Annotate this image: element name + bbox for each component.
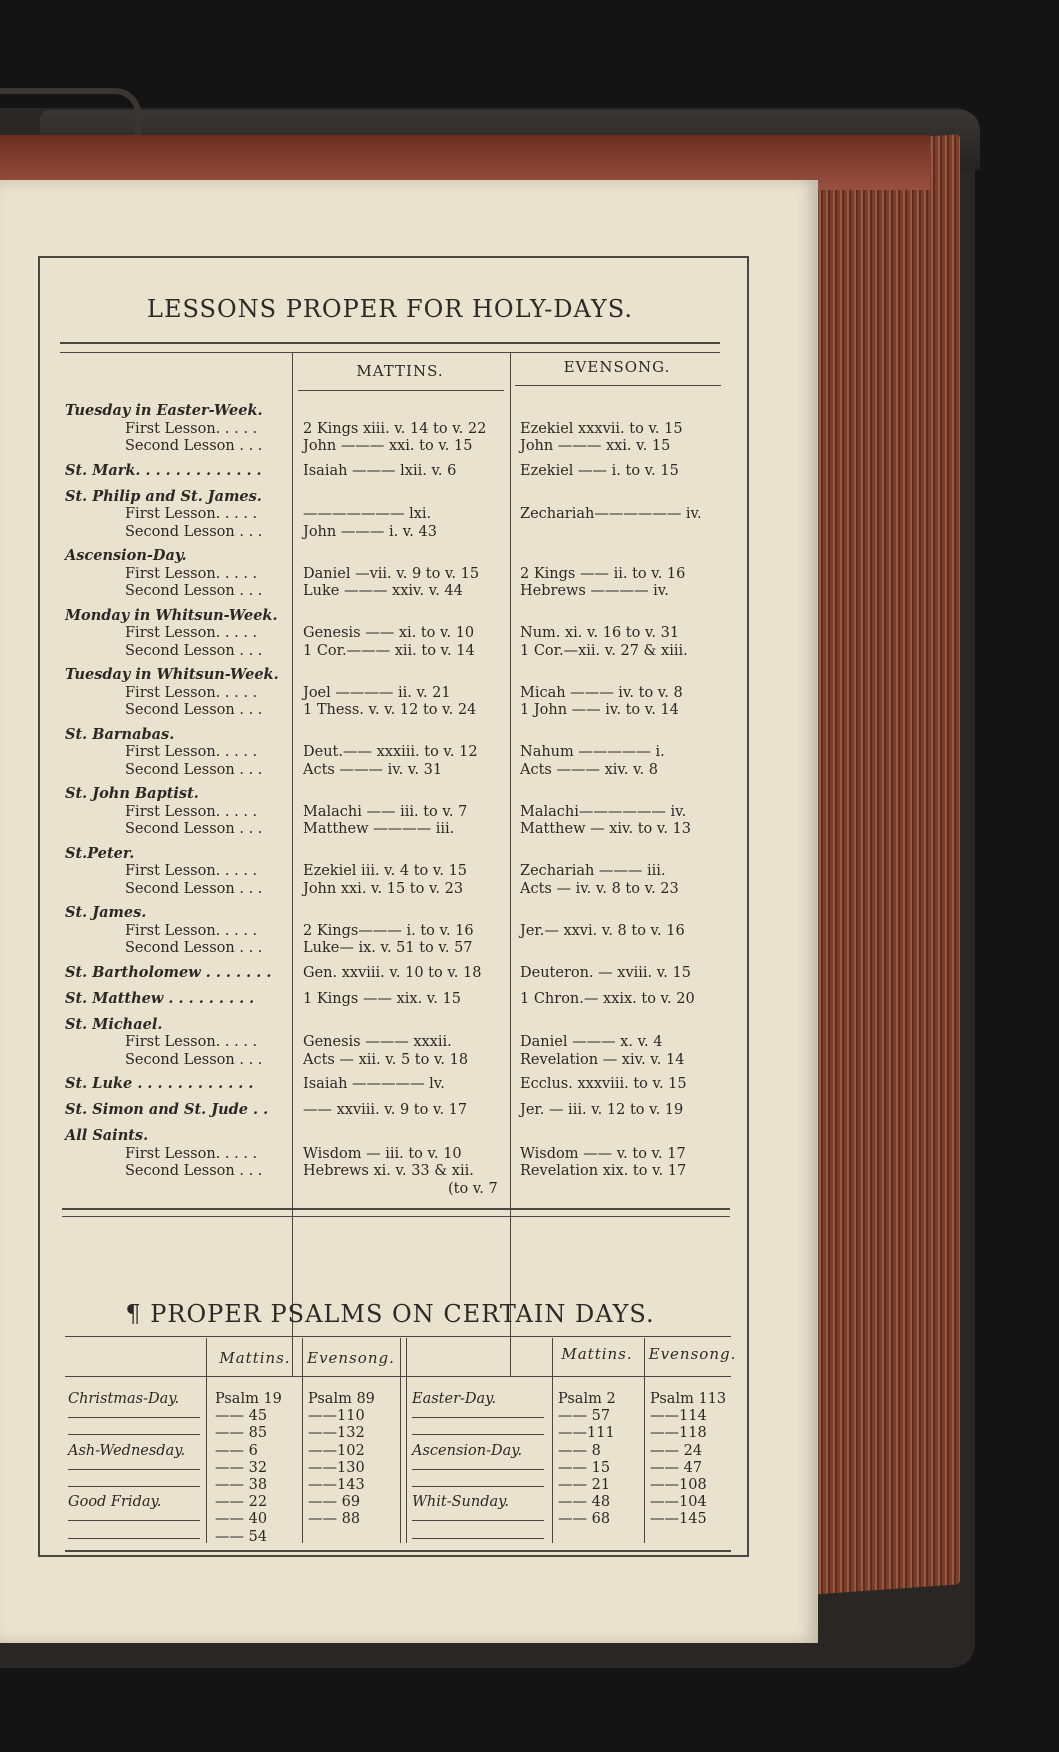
psalm-mattins: —— 45 [215, 1408, 268, 1425]
lesson-label: Second Lesson . . . [125, 583, 263, 599]
psalm-mattins: —— 6 [215, 1442, 258, 1459]
lessons-top-rule-2 [60, 352, 720, 353]
psalm-mattins: —— 8 [558, 1442, 601, 1459]
mattins-reading: 2 Kings——— i. to v. 16 [303, 922, 474, 939]
mattins-reading: ——————— lxi. [303, 506, 432, 522]
lesson-label: Second Lesson . . . [125, 438, 263, 454]
psalms-left-mattins-header: Mattins. [219, 1349, 291, 1367]
psalm-mattins: —— 40 [215, 1511, 268, 1528]
evensong-reading: Nahum ————— i. [520, 744, 665, 760]
mattins-reading: Luke— ix. v. 51 to v. 57 [303, 940, 473, 956]
lesson-label: First Lesson. . . . . [125, 744, 258, 760]
page-edges [795, 134, 960, 1596]
psalm-day: Good Friday. [68, 1494, 162, 1511]
psalm-ditto-rule [412, 1538, 544, 1539]
psalm-mattins: —— 15 [558, 1459, 611, 1476]
mattins-reading: —— xxviii. v. 9 to v. 17 [303, 1102, 468, 1118]
evensong-reading: Hebrews ———— iv. [520, 583, 669, 599]
psalm-ditto-rule [68, 1520, 200, 1521]
evensong-reading: Jer.— xxvi. v. 8 to v. 16 [520, 922, 685, 939]
lesson-label: First Lesson. . . . . [125, 1145, 258, 1162]
psalm-mattins: —— 57 [558, 1408, 611, 1425]
evensong-reading: Revelation xix. to v. 17 [520, 1163, 687, 1179]
psalm-evensong: ——118 [650, 1425, 707, 1442]
mattins-reading: Isaiah ————— lv. [303, 1076, 445, 1092]
psalms-top-rule [65, 1336, 731, 1337]
evensong-reading: 2 Kings —— ii. to v. 16 [520, 565, 686, 582]
mattins-reading: John xxi. v. 15 to v. 23 [303, 880, 464, 897]
evensong-reading: 1 Chron.— xxix. to v. 20 [520, 990, 695, 1007]
psalms-header-rule [65, 1376, 731, 1377]
lesson-label: First Lesson. . . . . [125, 922, 258, 939]
lesson-label: First Lesson. . . . . [125, 803, 258, 820]
lesson-label: First Lesson. . . . . [125, 684, 258, 701]
psalms-divider-1 [206, 1338, 207, 1543]
mattins-reading: (to v. 7 [448, 1180, 498, 1197]
psalms-title: ¶ PROPER PSALMS ON CERTAIN DAYS. [125, 1300, 655, 1328]
psalm-evensong: ——130 [308, 1459, 365, 1476]
lesson-label: First Lesson. . . . . [125, 625, 258, 641]
lessons-day: St. John Baptist. [65, 785, 199, 802]
psalm-ditto-rule [68, 1469, 200, 1470]
lessons-day: St.Peter. [65, 844, 135, 862]
mattins-reading: Genesis ——— xxxii. [303, 1034, 452, 1050]
lesson-label: First Lesson. . . . . [125, 1034, 258, 1050]
lesson-label: First Lesson. . . . . [125, 565, 258, 582]
lessons-day: St. Michael. [65, 1015, 163, 1033]
lessons-day: St. Bartholomew . . . . . . . [65, 963, 272, 981]
lessons-day: St. Barnabas. [65, 725, 175, 743]
evensong-reading: Micah ——— iv. to v. 8 [520, 684, 683, 701]
evensong-reading: 1 John —— iv. to v. 14 [520, 702, 679, 718]
lesson-label: Second Lesson . . . [125, 702, 263, 718]
psalm-mattins: ——111 [558, 1425, 615, 1442]
psalms-right-evensong-header: Evensong. [648, 1345, 737, 1363]
mattins-reading: 2 Kings xiii. v. 14 to v. 22 [303, 420, 487, 437]
mattins-reading: Gen. xxviii. v. 10 to v. 18 [303, 964, 482, 981]
psalms-divider-6 [644, 1338, 645, 1543]
lesson-label: Second Lesson . . . [125, 880, 263, 897]
mattins-reading: Matthew ———— iii. [303, 821, 455, 837]
lessons-day: St. Simon and St. Jude . . [65, 1101, 269, 1118]
psalm-evensong: ——143 [308, 1477, 365, 1493]
evensong-reading: Ezekiel —— i. to v. 15 [520, 462, 679, 479]
mattins-reading: Isaiah ——— lxii. v. 6 [303, 462, 457, 479]
psalm-ditto-rule [412, 1520, 544, 1521]
psalm-mattins: —— 85 [215, 1425, 268, 1442]
lesson-label: First Lesson. . . . . [125, 420, 258, 437]
mattins-reading: 1 Cor.——— xii. to v. 14 [303, 642, 475, 659]
psalm-evensong: ——110 [308, 1408, 365, 1425]
psalms-divider-5 [552, 1338, 553, 1543]
psalm-evensong: ——104 [650, 1494, 707, 1511]
evensong-header-rule [515, 385, 721, 386]
psalm-day: Easter-Day. [412, 1391, 497, 1407]
psalm-day: Ascension-Day. [412, 1442, 523, 1459]
mattins-reading: 1 Thess. v. v. 12 to v. 24 [303, 702, 477, 718]
lesson-label: Second Lesson . . . [125, 642, 263, 659]
mattins-reading: Acts — xii. v. 5 to v. 18 [303, 1051, 469, 1068]
lessons-day: Monday in Whitsun-Week. [65, 606, 278, 624]
psalm-evensong: —— 88 [308, 1511, 361, 1528]
lessons-divider-1 [292, 352, 293, 1377]
evensong-reading: Revelation — xiv. v. 14 [520, 1051, 685, 1068]
mattins-reading: Hebrews xi. v. 33 & xii. [303, 1163, 474, 1179]
psalm-day: Christmas-Day. [68, 1391, 180, 1407]
evensong-reading: Deuteron. — xviii. v. 15 [520, 964, 691, 981]
psalm-ditto-rule [412, 1434, 544, 1435]
psalm-day: Whit-Sunday. [412, 1494, 510, 1511]
psalms-left-evensong-header: Evensong. [307, 1349, 395, 1367]
psalms-divider-3 [400, 1338, 401, 1543]
lesson-label: Second Lesson . . . [125, 1051, 263, 1068]
mattins-reading: 1 Kings —— xix. v. 15 [303, 990, 461, 1007]
psalm-evensong: ——102 [308, 1442, 365, 1459]
lessons-divider-2 [510, 352, 511, 1377]
lessons-day: St. Mark. . . . . . . . . . . . . [65, 461, 262, 479]
psalms-divider-4 [406, 1338, 407, 1543]
psalm-mattins: —— 38 [215, 1477, 268, 1493]
mattins-reading: Wisdom — iii. to v. 10 [303, 1145, 462, 1162]
psalm-ditto-rule [68, 1417, 200, 1418]
psalm-ditto-rule [68, 1434, 200, 1435]
psalm-day: Ash-Wednesday. [68, 1442, 186, 1459]
lesson-label: Second Lesson . . . [125, 821, 263, 837]
psalm-evensong: —— 24 [650, 1442, 703, 1459]
mattins-reading: Deut.—— xxxiii. to v. 12 [303, 744, 478, 760]
evensong-reading: Ezekiel xxxvii. to v. 15 [520, 420, 683, 437]
evensong-reading: Jer. — iii. v. 12 to v. 19 [520, 1102, 684, 1118]
mattins-header: MATTINS. [356, 362, 444, 380]
psalm-mattins: Psalm 19 [215, 1391, 282, 1407]
evensong-reading: Acts ——— xiv. v. 8 [520, 761, 658, 778]
psalm-evensong: —— 47 [650, 1459, 703, 1476]
psalm-mattins: —— 22 [215, 1494, 268, 1511]
evensong-reading: Matthew — xiv. to v. 13 [520, 821, 692, 837]
mattins-reading: Luke ——— xxiv. v. 44 [303, 583, 463, 599]
mattins-header-rule [298, 390, 504, 391]
lesson-label: Second Lesson . . . [125, 761, 263, 778]
psalm-evensong: Psalm 113 [650, 1391, 727, 1407]
evensong-reading: 1 Cor.—xii. v. 27 & xiii. [520, 642, 688, 659]
evensong-reading: Malachi—————— iv. [520, 803, 687, 820]
lessons-day: All Saints. [65, 1127, 149, 1144]
psalm-ditto-rule [412, 1486, 544, 1487]
psalm-mattins: Psalm 2 [558, 1391, 616, 1407]
psalm-evensong: Psalm 89 [308, 1391, 375, 1407]
evensong-reading: Acts — iv. v. 8 to v. 23 [520, 880, 679, 897]
psalm-mattins: —— 21 [558, 1477, 611, 1493]
evensong-reading: John ——— xxi. v. 15 [520, 438, 671, 454]
psalm-ditto-rule [412, 1417, 544, 1418]
lessons-day: St. Luke . . . . . . . . . . . . [65, 1075, 254, 1092]
mattins-reading: John ——— xxi. to v. 15 [303, 438, 473, 454]
psalm-evensong: ——108 [650, 1477, 707, 1493]
lesson-label: First Lesson. . . . . [125, 506, 258, 522]
lessons-bottom-rule-2 [62, 1216, 730, 1217]
evensong-reading: Ecclus. xxxviii. to v. 15 [520, 1076, 687, 1092]
psalm-ditto-rule [412, 1469, 544, 1470]
lesson-label: Second Lesson . . . [125, 1163, 263, 1179]
evensong-reading: Num. xi. v. 16 to v. 31 [520, 625, 680, 641]
lessons-day: St. Philip and St. James. [65, 487, 262, 505]
mattins-reading: Malachi —— iii. to v. 7 [303, 803, 468, 820]
lesson-label: Second Lesson . . . [125, 523, 263, 540]
psalm-mattins: —— 32 [215, 1459, 268, 1476]
lessons-day: St. James. [65, 904, 147, 921]
psalm-evensong: ——145 [650, 1511, 707, 1528]
psalm-mattins: —— 68 [558, 1511, 611, 1528]
mattins-reading: Acts ——— iv. v. 31 [303, 761, 443, 778]
psalm-mattins: —— 48 [558, 1494, 611, 1511]
lessons-day: Tuesday in Whitsun-Week. [65, 666, 279, 683]
psalm-evensong: ——132 [308, 1425, 365, 1442]
lessons-day: Tuesday in Easter-Week. [65, 402, 263, 419]
psalm-evensong: —— 69 [308, 1494, 361, 1511]
psalm-ditto-rule [68, 1486, 200, 1487]
lessons-top-rule [60, 342, 720, 344]
psalm-evensong: ——114 [650, 1408, 707, 1425]
psalms-bottom-rule [65, 1550, 731, 1552]
evensong-reading: Daniel ——— x. v. 4 [520, 1034, 663, 1050]
evensong-header: EVENSONG. [563, 358, 671, 376]
mattins-reading: Genesis —— xi. to v. 10 [303, 625, 475, 641]
mattins-reading: Joel ———— ii. v. 21 [303, 684, 451, 701]
lesson-label: Second Lesson . . . [125, 940, 263, 956]
psalm-mattins: —— 54 [215, 1528, 268, 1545]
lessons-bottom-rule [62, 1208, 730, 1210]
lessons-title: LESSONS PROPER FOR HOLY-DAYS. [147, 295, 633, 323]
book-page [0, 180, 818, 1643]
evensong-reading: Zechariah ——— iii. [520, 863, 666, 879]
lessons-day: Ascension-Day. [65, 547, 187, 564]
lesson-label: First Lesson. . . . . [125, 863, 258, 879]
psalm-ditto-rule [68, 1538, 200, 1539]
lessons-day: St. Matthew . . . . . . . . . [65, 989, 255, 1007]
mattins-reading: John ——— i. v. 43 [303, 523, 437, 540]
psalms-right-mattins-header: Mattins. [561, 1345, 633, 1363]
psalms-divider-2 [302, 1338, 303, 1543]
mattins-reading: Ezekiel iii. v. 4 to v. 15 [303, 863, 468, 879]
evensong-reading: Zechariah—————— iv. [520, 506, 702, 522]
evensong-reading: Wisdom —— v. to v. 17 [520, 1145, 686, 1162]
mattins-reading: Daniel —vii. v. 9 to v. 15 [303, 565, 480, 582]
